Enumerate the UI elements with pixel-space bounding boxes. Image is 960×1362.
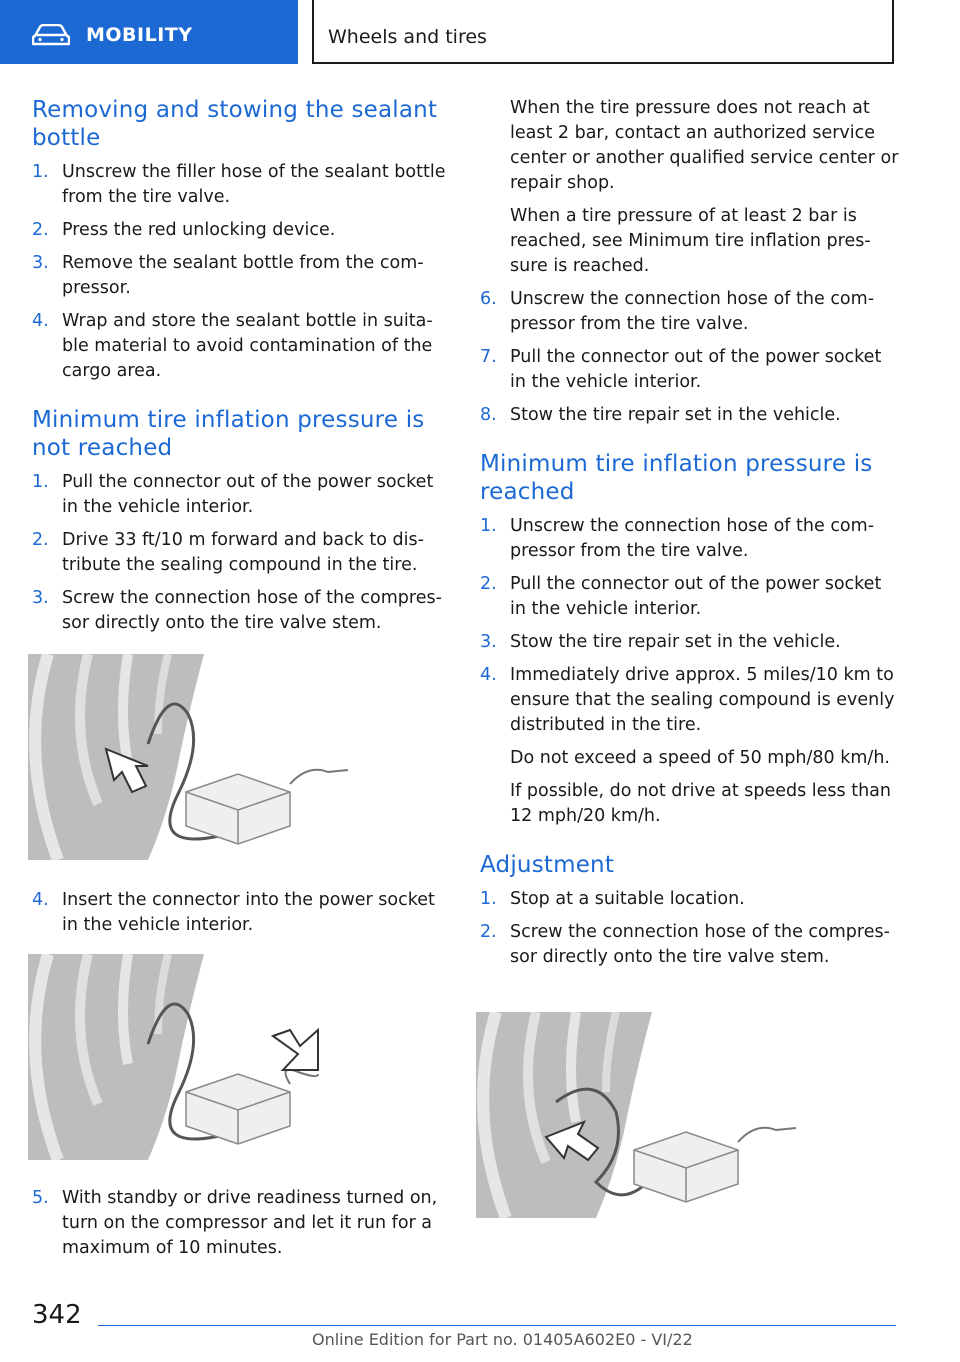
step-text: Screw the connection hose of the compres‐sor directly onto the tire valve stem. (62, 588, 442, 633)
step-number: 3. (32, 588, 49, 608)
list-item (480, 920, 900, 970)
page-number: 342 (32, 1300, 82, 1330)
right-column (480, 96, 900, 978)
edition-info: Online Edition for Part no. 01405A602E0 - VI/22 (312, 1330, 693, 1349)
step-number: 2. (32, 530, 49, 550)
car-icon (32, 24, 70, 46)
section-tab[interactable] (0, 0, 298, 64)
paragraph: Do not exceed a speed of 50 mph/80 km/h. (510, 748, 890, 768)
list-item (32, 528, 452, 578)
step-text: Pull the connector out of the power socket in the vehicle interior. (510, 574, 882, 619)
section-heading: Minimum tire inflation pressure is not reached (32, 407, 425, 461)
step-text: Pull the connector out of the power socket in the vehicle interior. (62, 472, 434, 517)
step-number: 1. (480, 516, 497, 536)
list-item (32, 160, 452, 210)
list-item (32, 309, 452, 384)
section-label: MOBILITY (86, 24, 193, 46)
step-text: Stow the tire repair set in the vehicle. (510, 632, 841, 652)
list-item (32, 251, 452, 301)
step-number: 3. (480, 632, 497, 652)
step-text: Press the red unlocking device. (62, 220, 336, 240)
step-text: Immediately drive approx. 5 miles/10 km to ensure that the sealing compound is evenly distributed in the tire. (510, 665, 895, 735)
step-text: Unscrew the connection hose of the com‐pressor from the tire valve. (510, 289, 875, 334)
list-item (480, 345, 900, 395)
step-number: 4. (32, 311, 49, 331)
list-item (32, 1186, 472, 1261)
step-text: With standby or drive readiness turned on, turn on the compressor and let it run for a maximum of 10 minutes. (62, 1188, 438, 1258)
step-number: 4. (32, 890, 49, 910)
paragraph: When a tire pressure of at least 2 bar is reached, see Minimum tire inflation pres‐sure is reached. (510, 206, 871, 276)
paragraph: When the tire pressure does not reach at least 2 bar, contact an authorized service center or another qualified service center or repair shop. (510, 98, 899, 193)
step-number: 1. (32, 472, 49, 492)
footer-divider (98, 1325, 896, 1326)
step-text: Unscrew the connection hose of the com‐pressor from the tire valve. (510, 516, 875, 561)
list-item (32, 470, 452, 520)
list-item (32, 586, 452, 636)
step-number: 2. (480, 574, 497, 594)
list-item (480, 514, 900, 564)
step-text: Remove the sealant bottle from the com‐pressor. (62, 253, 424, 298)
paragraph: If possible, do not drive at speeds less than 12 mph/20 km/h. (510, 781, 892, 826)
step-text: Wrap and store the sealant bottle in suita‐ble material to avoid contamination of the cargo area. (62, 311, 433, 381)
power-socket-illustration (28, 954, 358, 1160)
chapter-title: Wheels and tires (328, 26, 487, 48)
list-item (480, 403, 900, 428)
list-item (32, 218, 452, 243)
step-number: 5. (32, 1188, 49, 1208)
step-text: Drive 33 ft/10 m forward and back to dis‐tribute the sealing compound in the tire. (62, 530, 424, 575)
compressor-valve-illustration (28, 654, 358, 860)
list-item (480, 287, 900, 337)
step-number: 4. (480, 665, 497, 685)
left-column (32, 96, 452, 644)
list-item (480, 887, 900, 912)
step-text: Insert the connector into the power socket in the vehicle interior. (62, 890, 435, 935)
step-number: 2. (32, 220, 49, 240)
step-number: 1. (480, 889, 497, 909)
section-heading: Removing and stowing the sealant bottle (32, 97, 438, 151)
step-number: 6. (480, 289, 497, 309)
step-number: 3. (32, 253, 49, 273)
step-text: Screw the connection hose of the compres‐sor directly onto the tire valve stem. (510, 922, 890, 967)
step-number: 7. (480, 347, 497, 367)
section-heading: Adjustment (480, 852, 615, 878)
list-item (480, 663, 900, 738)
step-number: 8. (480, 405, 497, 425)
section-heading: Minimum tire inflation pressure is reached (480, 451, 873, 505)
step-text: Unscrew the filler hose of the sealant bottle from the tire valve. (62, 162, 446, 207)
step-number: 1. (32, 162, 49, 182)
step-text: Stop at a suitable location. (510, 889, 745, 909)
list-item (480, 572, 900, 622)
chapter-title-box (312, 0, 894, 64)
list-item (480, 630, 900, 655)
step-text: Stow the tire repair set in the vehicle. (510, 405, 841, 425)
list-item (32, 888, 452, 938)
step-number: 2. (480, 922, 497, 942)
step-text: Pull the connector out of the power socket in the vehicle interior. (510, 347, 882, 392)
compressor-adjustment-illustration (476, 1012, 806, 1218)
